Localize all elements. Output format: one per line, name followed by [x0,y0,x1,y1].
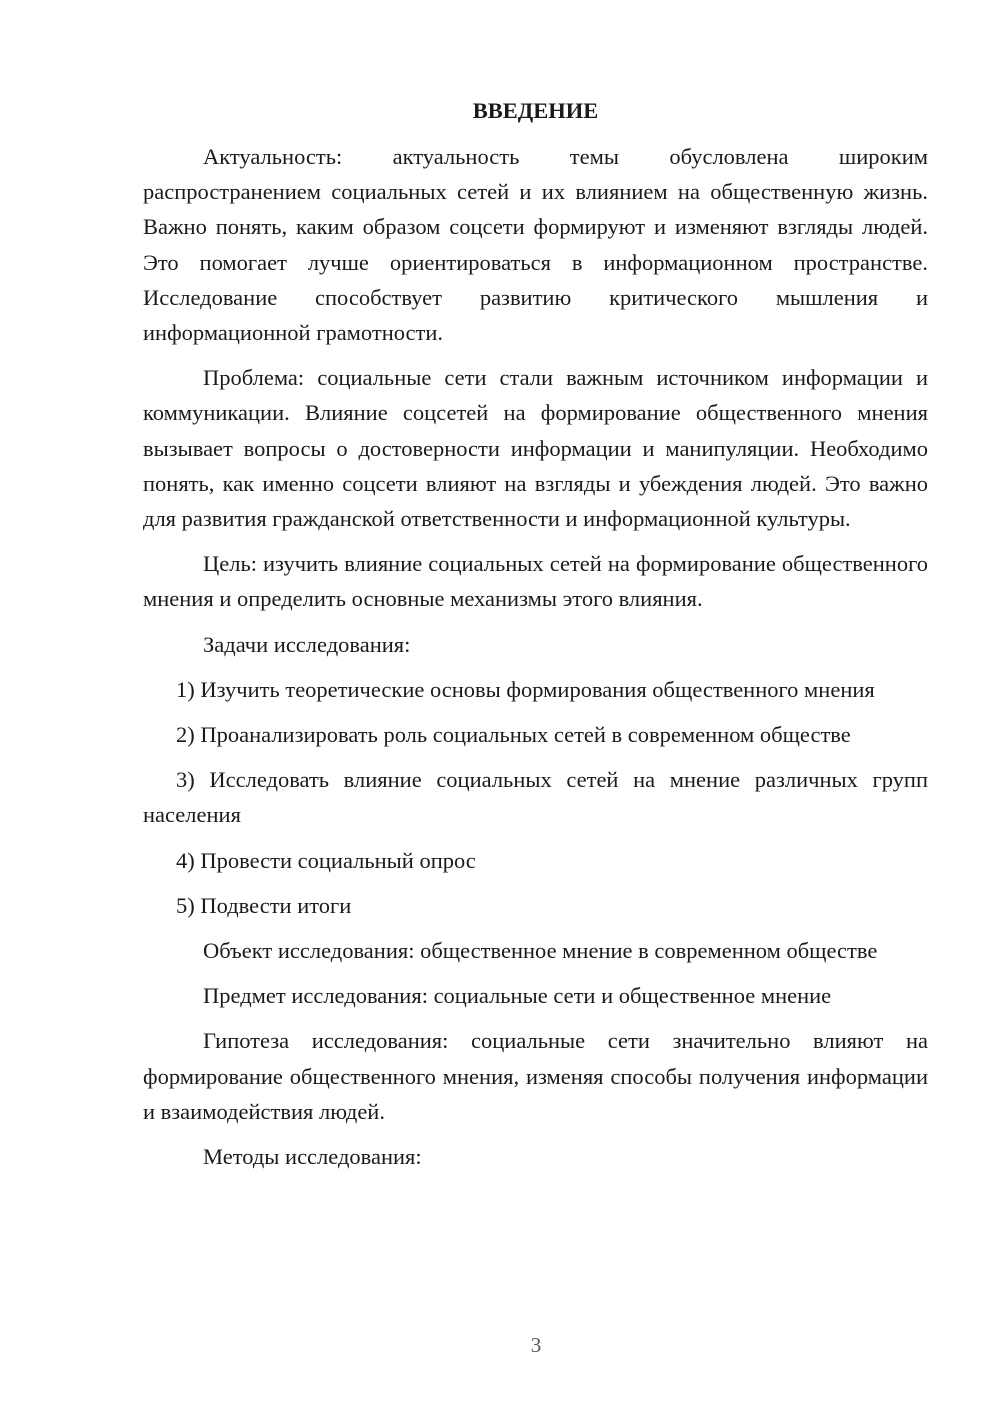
tasks-heading: Задачи исследования: [203,631,411,657]
task-item: 1) Изучить теоретические основы формирования общественного мнения [176,676,875,702]
task-item: 4) Провести социальный опрос [176,847,476,873]
task-item: 2) Проанализировать роль социальных сетей в современном обществе [176,722,851,748]
object-paragraph: Объект исследования: общественное мнение в современном обществе [203,938,878,964]
document-body [143,93,928,1184]
problem-paragraph: Проблема: социальные сети стали важным источником информации и коммуникации. Влияние соцсетей на формирование общественного мнения вызывает вопросы о достоверности информации и манипуляции. Необходимо понять, как именно соцсети влияют на взгляды и убеждения людей. Это важно для развития гражданской ответственности и информационной культуры. [143,365,928,532]
task-item: 3) Исследовать влияние социальных сетей на мнение различных групп населения [143,767,928,828]
task-item: 5) Подвести итоги [176,892,352,918]
hypothesis-paragraph: Гипотеза исследования: социальные сети значительно влияют на формирование общественного мнения, изменяя способы получения информации и взаимодействия людей. [143,1028,928,1124]
page-number: 3 [530,1333,542,1357]
relevance-paragraph: Актуальность: актуальность темы обусловлена широким распространением социальных сетей и их влиянием на общественную жизнь. Важно понять, каким образом соцсети формируют и изменяют взгляды людей. Это помогает лучше ориентироваться в информационном пространстве. Исследование способствует развитию критического мышления и информационной грамотности. [143,144,928,346]
section-heading: ВВЕДЕНИЕ [472,98,599,123]
subject-paragraph: Предмет исследования: социальные сети и общественное мнение [203,983,832,1009]
goal-paragraph: Цель: изучить влияние социальных сетей на формирование общественного мнения и определить основные механизмы этого влияния. [143,551,928,612]
methods-heading: Методы исследования: [203,1144,422,1170]
